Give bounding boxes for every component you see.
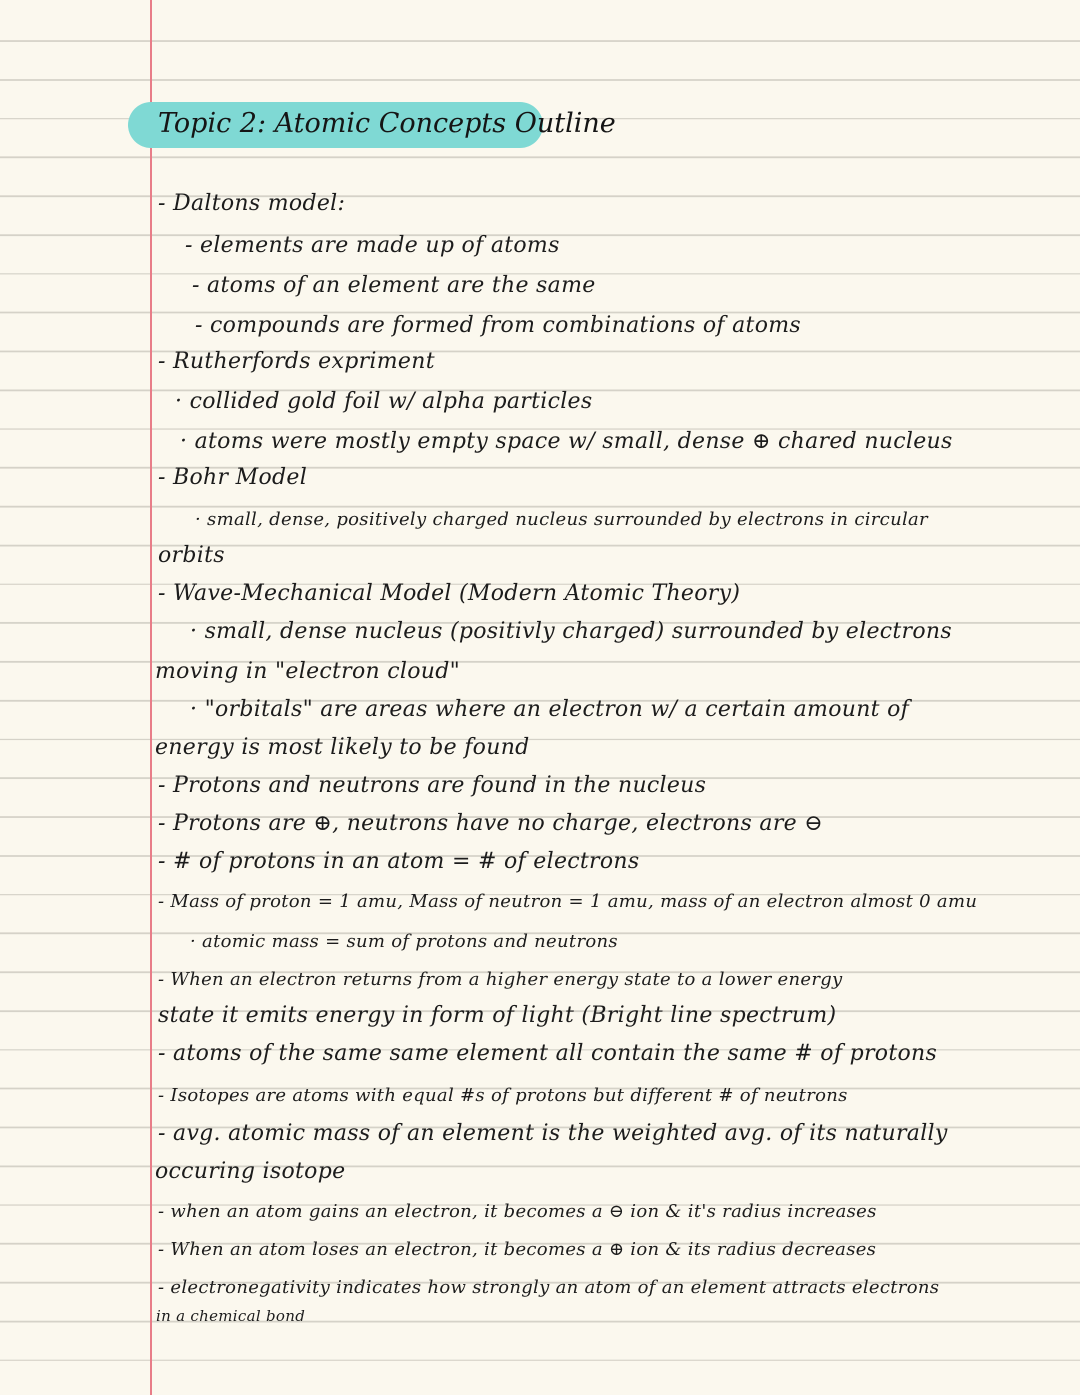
note-line: - compounds are formed from combinations of atoms bbox=[195, 313, 801, 338]
note-line-wave-mechanical-model: - Wave-Mechanical Model (Modern Atomic Theory) bbox=[158, 581, 741, 606]
note-line: occuring isotope bbox=[155, 1159, 346, 1184]
note-line: - atoms of an element are the same bbox=[192, 273, 596, 298]
note-line: - Isotopes are atoms with equal #s of protons but different # of neutrons bbox=[158, 1085, 848, 1106]
margin-line bbox=[150, 0, 152, 1395]
note-line-rutherford: - Rutherfords expriment bbox=[158, 349, 435, 374]
note-line: · atoms were mostly empty space w/ small, dense ⊕ chared nucleus bbox=[180, 429, 953, 454]
note-line: - Mass of proton = 1 amu, Mass of neutron = 1 amu, mass of an electron almost 0 amu bbox=[158, 891, 978, 912]
note-line: · small, dense, positively charged nucleus surrounded by electrons in circular bbox=[195, 509, 928, 530]
note-line: - Protons are ⊕, neutrons have no charge, electrons are ⊖ bbox=[158, 811, 823, 836]
note-line: - elements are made up of atoms bbox=[185, 233, 560, 258]
note-line: · atomic mass = sum of protons and neutrons bbox=[190, 931, 618, 952]
note-line: in a chemical bond bbox=[156, 1307, 306, 1325]
note-line: - avg. atomic mass of an element is the weighted avg. of its naturally bbox=[158, 1121, 948, 1146]
note-line: orbits bbox=[158, 543, 225, 568]
note-line: - when an atom gains an electron, it becomes a ⊖ ion & it's radius increases bbox=[158, 1201, 877, 1222]
note-line: state it emits energy in form of light (Bright line spectrum) bbox=[158, 1003, 837, 1028]
note-line: - atoms of the same same element all contain the same # of protons bbox=[158, 1041, 938, 1066]
note-line: - Protons and neutrons are found in the nucleus bbox=[158, 773, 707, 798]
page-title: Topic 2: Atomic Concepts Outline bbox=[158, 108, 616, 139]
note-line-bohr-model: - Bohr Model bbox=[158, 465, 308, 490]
note-line: - electronegativity indicates how strongly an atom of an element attracts electrons bbox=[158, 1277, 940, 1298]
note-line: - When an electron returns from a higher energy state to a lower energy bbox=[158, 969, 843, 990]
note-line-daltons-model: - Daltons model: bbox=[158, 191, 346, 216]
note-line: energy is most likely to be found bbox=[155, 735, 530, 760]
note-line: - When an atom loses an electron, it becomes a ⊕ ion & its radius decreases bbox=[158, 1239, 877, 1260]
note-line: moving in "electron cloud" bbox=[155, 659, 461, 684]
note-line: - # of protons in an atom = # of electrons bbox=[158, 849, 640, 874]
note-line: · small, dense nucleus (positivly charged) surrounded by electrons bbox=[190, 619, 952, 644]
note-line: · "orbitals" are areas where an electron w/ a certain amount of bbox=[190, 697, 910, 722]
note-line: · collided gold foil w/ alpha particles bbox=[175, 389, 593, 414]
